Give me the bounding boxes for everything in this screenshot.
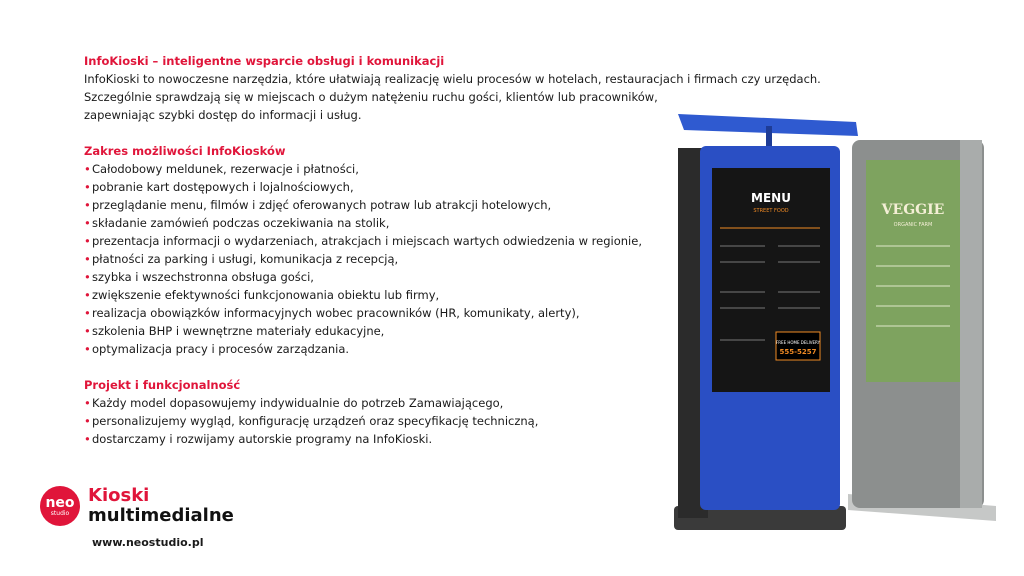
list-item: • dostarczamy i rozwijamy autorskie programy na InfoKioski.: [84, 430, 864, 448]
capabilities-heading: Zakres możliwości InfoKiosków: [84, 144, 286, 158]
list-item: • zwiększenie efektywności funkcjonowania obiektu lub firmy,: [84, 286, 864, 304]
intro-line-1: InfoKioski to nowoczesne narzędzia, które ułatwiają realizację wielu procesów w hotelach, restauracjach i firmach czy urzędach.: [84, 72, 821, 86]
menu-promo: FREE HOME DELIVERY: [775, 340, 821, 345]
blue-kiosk: [674, 114, 858, 530]
logo-neo-text: neo: [45, 494, 75, 511]
list-item: • szkolenia BHP i wewnętrzne materiały edukacyjne,: [84, 322, 864, 340]
veggie-subtitle: ORGANIC FARM: [893, 222, 933, 228]
website-link[interactable]: www.neostudio.pl: [92, 536, 204, 549]
list-item: • płatności za parking i usługi, komunikacja z recepcją,: [84, 250, 864, 268]
veggie-screen: [866, 160, 960, 382]
veggie-title: VEGGIE: [881, 202, 945, 218]
list-item: • prezentacja informacji o wydarzeniach, atrakcjach i miejscach wartych odwiedzenia w regionie,: [84, 232, 864, 250]
logo-studio-text: studio: [50, 509, 70, 517]
intro-line-2: Szczególnie sprawdzają się w miejscach o dużym natężeniu ruchu gości, klientów lub pracowników,: [84, 90, 658, 104]
kiosks-illustration: [660, 96, 1010, 556]
brand-title-line-1: Kioski: [88, 485, 150, 506]
intro-heading: InfoKioski – inteligentne wsparcie obsługi i komunikacji: [84, 54, 445, 68]
brand-title-line-2: multimedialne: [88, 505, 234, 526]
brand-title: [88, 486, 234, 526]
list-item: • Każdy model dopasowujemy indywidualnie do potrzeb Zamawiającego,: [84, 394, 864, 412]
list-item: • składanie zamówień podczas oczekiwania na stolik,: [84, 214, 864, 232]
grey-kiosk: [848, 140, 996, 521]
brand-logo: [40, 486, 234, 526]
intro-line-3: zapewniając szybki dostęp do informacji i usług.: [84, 108, 362, 122]
list-item: • personalizujemy wygląd, konfigurację urządzeń oraz specyfikację techniczną,: [84, 412, 864, 430]
list-item: • realizacja obowiązków informacyjnych wobec pracowników (HR, komunikaty, alerty),: [84, 304, 864, 322]
list-item: • przeglądanie menu, filmów i zdjęć oferowanych potraw lub atrakcji hotelowych,: [84, 196, 864, 214]
menu-title: MENU: [751, 191, 791, 205]
list-item: • pobranie kart dostępowych i lojalnościowych,: [84, 178, 864, 196]
list-item: • Całodobowy meldunek, rezerwacje i płatności,: [84, 160, 864, 178]
list-item: • szybka i wszechstronna obsługa gości,: [84, 268, 864, 286]
list-item: • optymalizacja pracy i procesów zarządzania.: [84, 340, 864, 358]
menu-phone: 555-5257: [779, 348, 817, 356]
menu-subtitle: STREET FOOD: [753, 208, 789, 214]
design-heading: Projekt i funkcjonalność: [84, 378, 241, 392]
neo-studio-logo-icon: [40, 486, 80, 526]
